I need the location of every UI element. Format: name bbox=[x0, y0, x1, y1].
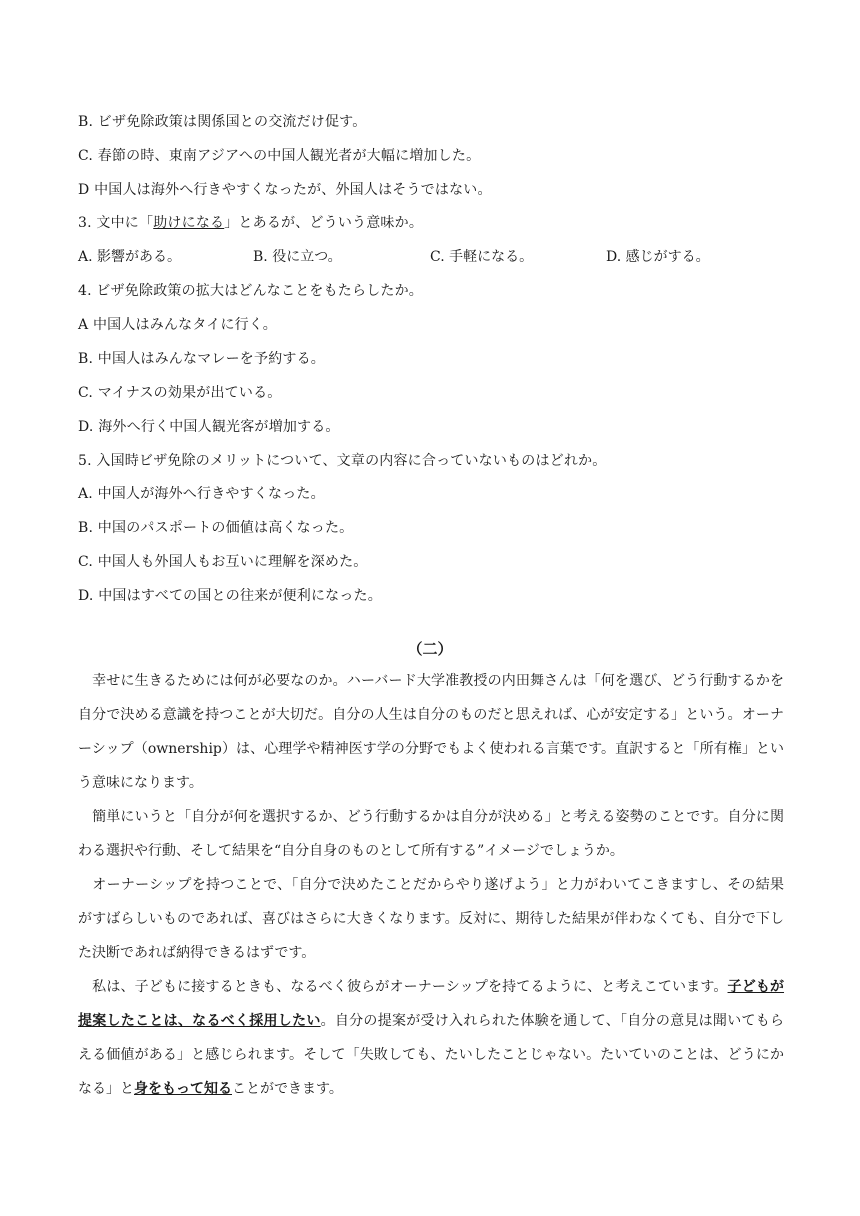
q5-stem: 5. 入国時ビザ免除のメリットについて、文章の内容に合っていないものはどれか。 bbox=[78, 453, 607, 469]
q3-stem-before: 3. 文中に「 bbox=[78, 215, 154, 231]
q2-option-b: B. ビザ免除政策は関係国との交流だけ促す。 bbox=[78, 114, 367, 130]
q3-option-c: C. 手軽になる。 bbox=[430, 249, 534, 265]
q2-option-d: D 中国人は海外へ行きやすくなったが、外国人はそうではない。 bbox=[78, 182, 492, 198]
q3-option-d: D. 感じがする。 bbox=[606, 249, 710, 265]
q5-option-d: D. 中国はすべての国との往来が便利になった。 bbox=[78, 588, 382, 604]
q5-option-a: A. 中国人が海外へ行きやすくなった。 bbox=[78, 486, 325, 502]
paragraph-4-start: 私は、子どもに接するときも、なるべく彼らがオーナーシップを持てるように、と考えこています。 bbox=[92, 979, 728, 995]
paragraph-3-text: オーナーシップを持つことで、「自分で決めたことだからやり遂げよう」と力がわいてこきますし、その結果がすばらしいものであれば、喜びはさらに大きくなります。反対に、期待した結果が伴わなくても、自分で下した決断であれば納得できるはずです。 bbox=[78, 877, 784, 961]
paragraph-1 bbox=[78, 664, 784, 800]
q4-option-a: A 中国人はみんなタイに行く。 bbox=[78, 317, 277, 333]
paragraph-3 bbox=[78, 868, 784, 970]
q5-option-b: B. 中国のパスポートの価値は高くなった。 bbox=[78, 520, 354, 536]
paragraph-2 bbox=[78, 800, 784, 868]
paragraph-4-underlined-1: 子どもが提案したことは、なるべく採用したい bbox=[78, 979, 785, 1029]
paragraph-2-text: 簡単にいうと「自分が何を選択するか、どう行動するかは自分が決める」と考える姿勢のことです。自分に関わる選択や行動、そして結果を“自分自身のものとして所有する”イメージでしょうか。 bbox=[78, 809, 784, 859]
q3-stem-underlined: 助けになる bbox=[153, 215, 225, 231]
q5-option-c: C. 中国人も外国人もお互いに理解を深めた。 bbox=[78, 554, 368, 570]
q4-option-c: C. マイナスの効果が出ている。 bbox=[78, 385, 282, 401]
q3-stem bbox=[78, 213, 423, 233]
q4-stem: 4. ビザ免除政策の拡大はどんなことをもたらしたか。 bbox=[78, 283, 424, 299]
q2-option-c: C. 春節の時、東南アジアへの中国人観光者が大幅に増加した。 bbox=[78, 148, 481, 164]
paragraph-4-mid: 。自分の提案が受け入れられた体験を通して、「自分の意見は聞いてもらえる価値がある」と感じられます。そして「失敗しても、たいしたことじゃない。たいていのことは、どうにかなる」と bbox=[78, 1013, 785, 1097]
paragraph-4-underlined-2: 身をもって知る bbox=[134, 1081, 232, 1097]
paragraph-4-end: ことができます。 bbox=[232, 1081, 343, 1097]
paragraph-4 bbox=[78, 970, 784, 1106]
q3-option-b: B. 役に立つ。 bbox=[253, 249, 342, 265]
q4-option-b: B. 中国人はみんなマレーを予約する。 bbox=[78, 351, 325, 367]
q3-option-a: A. 影響がある。 bbox=[78, 249, 182, 265]
paragraph-1-text: 幸せに生きるためには何が必要なのか。ハーバード大学准教授の内田舞さんは「何を選び、どう行動するかを自分で決める意識を持つことが大切だ。自分の人生は自分のものだと思えれば、心が安定する」という。オーナーシップ（ownership）は、心理学や精神医す学の分野でもよく使われる言葉です。直訳すると「所有権」という意味になります。 bbox=[78, 673, 784, 791]
q4-option-d: D. 海外へ行く中国人観光客が増加する。 bbox=[78, 419, 340, 435]
section-two-title: （二） bbox=[407, 640, 453, 658]
q3-stem-after: 」とあるが、どういう意味か。 bbox=[224, 215, 424, 231]
